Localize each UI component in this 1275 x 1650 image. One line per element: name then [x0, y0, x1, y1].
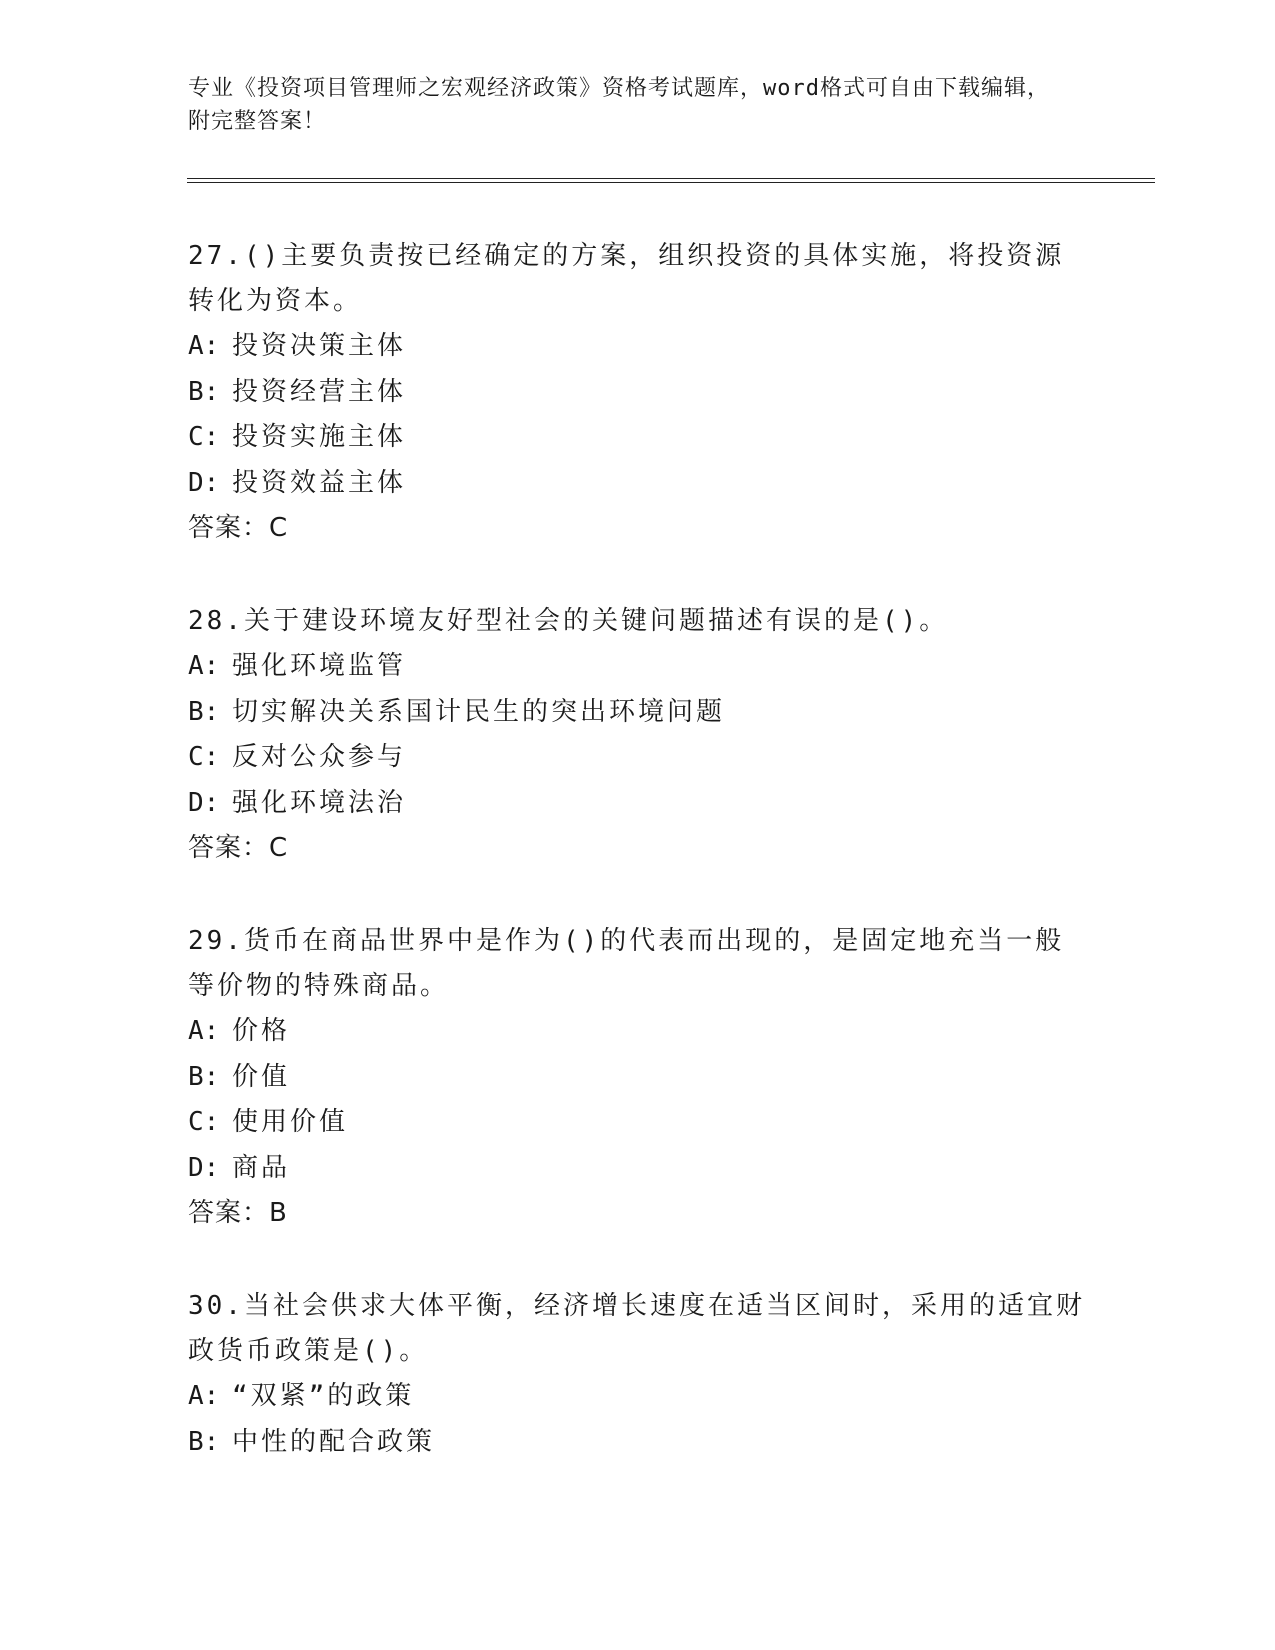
option-c: [188, 1100, 1088, 1146]
question-27: [188, 234, 1088, 551]
option-a: [188, 644, 1088, 690]
answer-line: 答案：C: [188, 833, 289, 863]
option-key: A:: [188, 331, 220, 361]
option-text: 切实解决关系国计民生的突出环境问题: [232, 696, 726, 727]
option-b: [188, 370, 1088, 416]
option-a: [188, 324, 1088, 370]
option-text: 投资决策主体: [232, 331, 407, 361]
option-text: 投资经营主体: [232, 376, 407, 407]
option-d: [188, 1146, 1088, 1192]
option-text: 价值: [232, 1061, 291, 1092]
answer-line: 答案：C: [188, 513, 289, 543]
option-text: 商品: [232, 1152, 291, 1183]
question-stem: 29.货币在商品世界中是作为()的代表而出现的，是固定地充当一般等价物的特殊商品。: [188, 926, 1065, 1001]
question-stem: 28.关于建设环境友好型社会的关键问题描述有误的是()。: [188, 606, 949, 636]
option-key: D:: [188, 467, 220, 498]
option-key: C:: [188, 422, 220, 452]
answer-line: 答案：B: [188, 1198, 288, 1228]
option-text: 投资效益主体: [232, 467, 407, 498]
option-text: 价格: [232, 1016, 291, 1046]
option-key: C:: [188, 742, 220, 772]
option-key: A:: [188, 651, 220, 681]
option-key: D:: [188, 787, 220, 818]
option-key: B:: [188, 696, 220, 727]
question-28: [188, 599, 1088, 871]
option-text: 中性的配合政策: [232, 1426, 436, 1457]
option-key: A:: [188, 1381, 220, 1411]
option-key: D:: [188, 1152, 220, 1183]
option-text: 强化环境监管: [232, 651, 407, 681]
option-d: [188, 461, 1088, 507]
option-text: 投资实施主体: [232, 422, 407, 452]
option-b: [188, 1055, 1088, 1101]
option-b: [188, 1420, 1088, 1466]
option-a: [188, 1374, 1088, 1420]
question-list: [188, 234, 1088, 1513]
option-text: 强化环境法治: [232, 787, 407, 818]
option-key: A:: [188, 1016, 220, 1046]
header-divider: [187, 178, 1155, 183]
option-key: C:: [188, 1107, 220, 1137]
option-c: [188, 735, 1088, 781]
option-a: [188, 1009, 1088, 1055]
option-text: “双紧”的政策: [232, 1381, 415, 1411]
option-key: B:: [188, 376, 220, 407]
option-key: B:: [188, 1426, 220, 1457]
option-text: 反对公众参与: [232, 742, 407, 772]
question-30: [188, 1284, 1088, 1465]
document-intro: 专业《投资项目管理师之宏观经济政策》资格考试题库，word格式可自由下载编辑，附完整答案！: [188, 76, 1050, 134]
question-29: [188, 919, 1088, 1236]
option-text: 使用价值: [232, 1107, 349, 1137]
question-stem: 30.当社会供求大体平衡，经济增长速度在适当区间时，采用的适宜财政货币政策是()。: [188, 1291, 1085, 1366]
option-key: B:: [188, 1061, 220, 1092]
option-d: [188, 781, 1088, 827]
option-b: [188, 690, 1088, 736]
question-stem: 27.()主要负责按已经确定的方案，组织投资的具体实施，将投资源转化为资本。: [188, 241, 1065, 316]
option-c: [188, 415, 1088, 461]
